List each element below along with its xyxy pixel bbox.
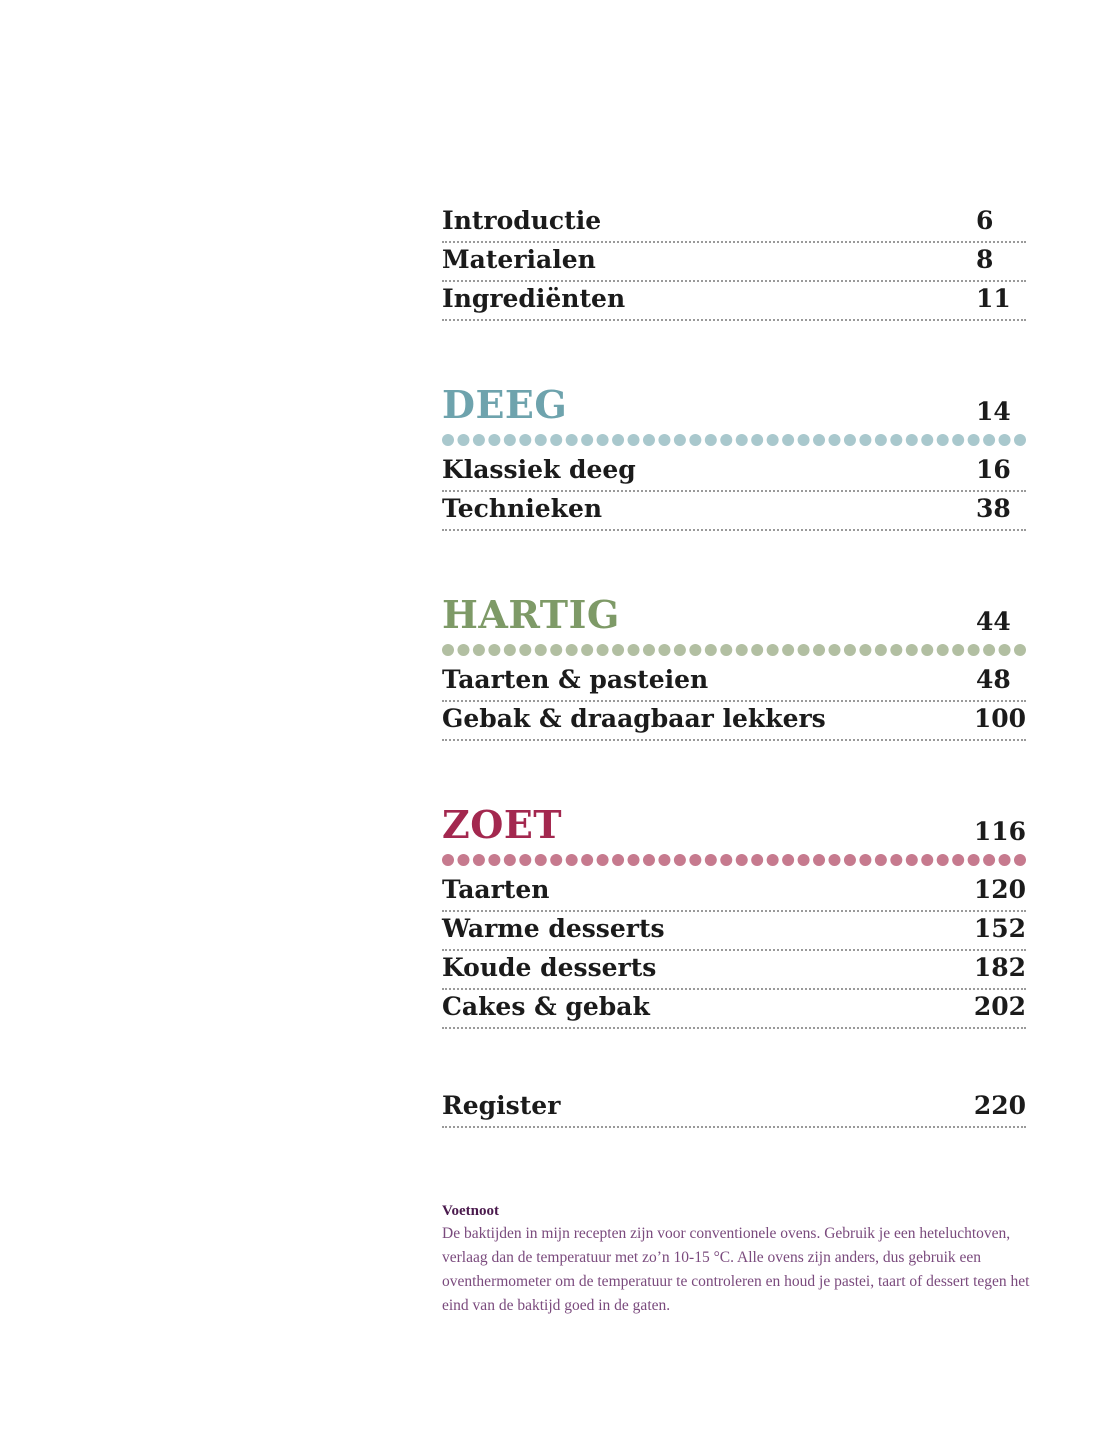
toc-page-number: 38	[976, 494, 1011, 523]
toc-page-number: 100	[973, 704, 1026, 733]
divider-dot	[720, 434, 732, 446]
divider-dot	[999, 644, 1011, 656]
divider-dot	[921, 644, 933, 656]
divider-dot	[442, 434, 454, 446]
section-page-number: 116	[973, 817, 1026, 846]
divider-dot	[828, 434, 840, 446]
section-deeg	[442, 381, 1026, 531]
toc-page-number: 11	[976, 284, 1011, 313]
toc-page-number: 220	[973, 1091, 1026, 1120]
toc-label: Technieken	[442, 494, 603, 523]
divider-dot	[504, 854, 516, 866]
divider-dot	[952, 854, 964, 866]
divider-dot	[597, 644, 609, 656]
divider-dot	[875, 434, 887, 446]
divider-dot	[952, 434, 964, 446]
divider-dot	[705, 434, 717, 446]
section-page-number: 14	[976, 397, 1011, 426]
section-title: HARTIG	[442, 592, 620, 637]
toc-label: Register	[442, 1091, 561, 1120]
toc-row-koude-desserts[interactable]	[442, 951, 1026, 990]
divider-dot	[751, 434, 763, 446]
divider-dot	[643, 854, 655, 866]
divider-dot	[1014, 644, 1026, 656]
toc-page-number: 120	[973, 875, 1026, 904]
toc-row-taarten[interactable]	[442, 873, 1026, 912]
divider-dot	[844, 854, 856, 866]
toc-label: Cakes & gebak	[442, 992, 650, 1021]
divider-dot	[952, 644, 964, 656]
divider-dot	[612, 854, 624, 866]
divider-dot	[442, 854, 454, 866]
divider-dot	[442, 644, 454, 656]
divider-dot	[519, 854, 531, 866]
toc-page-number: 182	[973, 953, 1026, 982]
divider-dot	[689, 434, 701, 446]
divider-dot	[674, 854, 686, 866]
divider-dot	[828, 644, 840, 656]
divider-dot	[658, 854, 670, 866]
divider-dot	[628, 644, 640, 656]
divider-dot	[628, 434, 640, 446]
toc-page-number: 16	[976, 455, 1011, 484]
divider-dot	[798, 854, 810, 866]
divider-dot	[720, 854, 732, 866]
section-title: DEEG	[442, 382, 568, 427]
divider-dot	[504, 644, 516, 656]
divider-dot	[983, 434, 995, 446]
toc-row-ingredienten[interactable]	[442, 282, 1026, 321]
divider-dot	[859, 434, 871, 446]
toc-row-technieken[interactable]	[442, 492, 1026, 531]
divider-dot	[736, 854, 748, 866]
divider-dot	[658, 434, 670, 446]
divider-dot	[581, 854, 593, 866]
toc-page-number: 8	[976, 245, 994, 274]
section-header[interactable]	[442, 801, 1026, 853]
divider-dot	[890, 644, 902, 656]
toc-row-materialen[interactable]	[442, 243, 1026, 282]
divider-dot	[813, 644, 825, 656]
divider-dot	[813, 434, 825, 446]
divider-dot	[968, 644, 980, 656]
divider-dot	[844, 434, 856, 446]
divider-dot	[767, 644, 779, 656]
divider-dot	[674, 434, 686, 446]
divider-dot	[906, 854, 918, 866]
divider-dot	[921, 434, 933, 446]
divider-dot	[581, 434, 593, 446]
toc-page-number: 152	[973, 914, 1026, 943]
footnote-body: De baktijden in mijn recepten zijn voor conventionele ovens. Gebruik je een heteluchtoven, verlaag dan de temperatuur met zo’n 10-15 °C. Alle ovens zijn anders, dus gebruik een oventhermometer om de temperatuur te controleren en houd je pastei, taart of dessert tegen het eind van de baktijd goed in de gaten.	[442, 1225, 1030, 1314]
divider-dot	[566, 644, 578, 656]
divider-dot	[720, 644, 732, 656]
divider-dot	[535, 644, 547, 656]
toc-label: Taarten & pasteien	[442, 665, 709, 694]
divider-dot	[581, 644, 593, 656]
divider-dot	[983, 854, 995, 866]
divider-dot	[566, 854, 578, 866]
divider-dot	[999, 434, 1011, 446]
toc-row-taarten-pasteien[interactable]	[442, 663, 1026, 702]
divider-dot	[689, 644, 701, 656]
divider-dot	[983, 644, 995, 656]
section-zoet	[442, 801, 1026, 1029]
toc-label: Koude desserts	[442, 953, 657, 982]
divider-dot	[767, 434, 779, 446]
divider-dot	[504, 434, 516, 446]
divider-dot	[921, 854, 933, 866]
divider-dot	[550, 644, 562, 656]
divider-dot	[906, 434, 918, 446]
divider-dot	[751, 644, 763, 656]
toc-row-cakes-gebak[interactable]	[442, 990, 1026, 1029]
intro-group	[442, 204, 1026, 321]
divider-dot	[457, 854, 469, 866]
section-header[interactable]	[442, 381, 1026, 433]
divider-dot	[488, 854, 500, 866]
divider-dot	[859, 644, 871, 656]
divider-dot	[937, 434, 949, 446]
divider-dot	[597, 854, 609, 866]
toc-page-number: 202	[973, 992, 1026, 1021]
divider-dot	[473, 644, 485, 656]
divider-dot	[473, 434, 485, 446]
divider-dot	[999, 854, 1011, 866]
divider-dot	[736, 644, 748, 656]
divider-dot	[566, 434, 578, 446]
divider-dot	[937, 854, 949, 866]
divider-dot	[705, 854, 717, 866]
toc-row-gebak-draagbaar[interactable]	[442, 702, 1026, 741]
dotted-divider	[442, 853, 1026, 867]
section-page-number: 44	[976, 607, 1011, 636]
divider-dot	[612, 644, 624, 656]
divider-dot	[550, 854, 562, 866]
footnote-title: Voetnoot	[442, 1203, 499, 1219]
divider-dot	[643, 644, 655, 656]
divider-dot	[488, 434, 500, 446]
divider-dot	[519, 644, 531, 656]
divider-dot	[751, 854, 763, 866]
divider-dot	[890, 434, 902, 446]
divider-dot	[658, 644, 670, 656]
toc-row-klassiek-deeg[interactable]	[442, 453, 1026, 492]
toc-label: Ingrediënten	[442, 284, 626, 313]
divider-dot	[473, 854, 485, 866]
footnote	[442, 1200, 1042, 1318]
divider-dot	[612, 434, 624, 446]
divider-dot	[705, 644, 717, 656]
divider-dot	[519, 434, 531, 446]
divider-dot	[782, 434, 794, 446]
divider-dot	[597, 434, 609, 446]
divider-dot	[674, 644, 686, 656]
divider-dot	[457, 644, 469, 656]
divider-dot	[535, 434, 547, 446]
toc-page-number: 48	[976, 665, 1011, 694]
toc-row-introductie[interactable]	[442, 204, 1026, 243]
divider-dot	[798, 434, 810, 446]
dotted-divider	[442, 643, 1026, 657]
section-title: ZOET	[442, 802, 563, 847]
divider-dot	[937, 644, 949, 656]
divider-dot	[1014, 854, 1026, 866]
section-hartig	[442, 591, 1026, 741]
divider-dot	[782, 644, 794, 656]
divider-dot	[457, 434, 469, 446]
register-group	[442, 1089, 1026, 1128]
divider-dot	[689, 854, 701, 866]
divider-dot	[782, 854, 794, 866]
toc-page-number: 6	[976, 206, 994, 235]
table-of-contents	[442, 204, 1026, 1128]
divider-dot	[736, 434, 748, 446]
toc-label: Warme desserts	[442, 914, 665, 943]
divider-dot	[813, 854, 825, 866]
divider-dot	[828, 854, 840, 866]
divider-dot	[968, 434, 980, 446]
toc-row-warme-desserts[interactable]	[442, 912, 1026, 951]
toc-label: Gebak & draagbaar lekkers	[442, 704, 826, 733]
divider-dot	[844, 644, 856, 656]
toc-row-register[interactable]	[442, 1089, 1026, 1128]
toc-label: Klassiek deeg	[442, 455, 636, 484]
divider-dot	[906, 644, 918, 656]
section-header[interactable]	[442, 591, 1026, 643]
toc-label: Taarten	[442, 875, 550, 904]
divider-dot	[890, 854, 902, 866]
toc-label: Introductie	[442, 206, 602, 235]
divider-dot	[550, 434, 562, 446]
divider-dot	[875, 854, 887, 866]
divider-dot	[488, 644, 500, 656]
divider-dot	[875, 644, 887, 656]
divider-dot	[968, 854, 980, 866]
divider-dot	[643, 434, 655, 446]
dotted-divider	[442, 433, 1026, 447]
divider-dot	[535, 854, 547, 866]
divider-dot	[798, 644, 810, 656]
divider-dot	[628, 854, 640, 866]
divider-dot	[859, 854, 871, 866]
toc-label: Materialen	[442, 245, 596, 274]
divider-dot	[1014, 434, 1026, 446]
divider-dot	[767, 854, 779, 866]
